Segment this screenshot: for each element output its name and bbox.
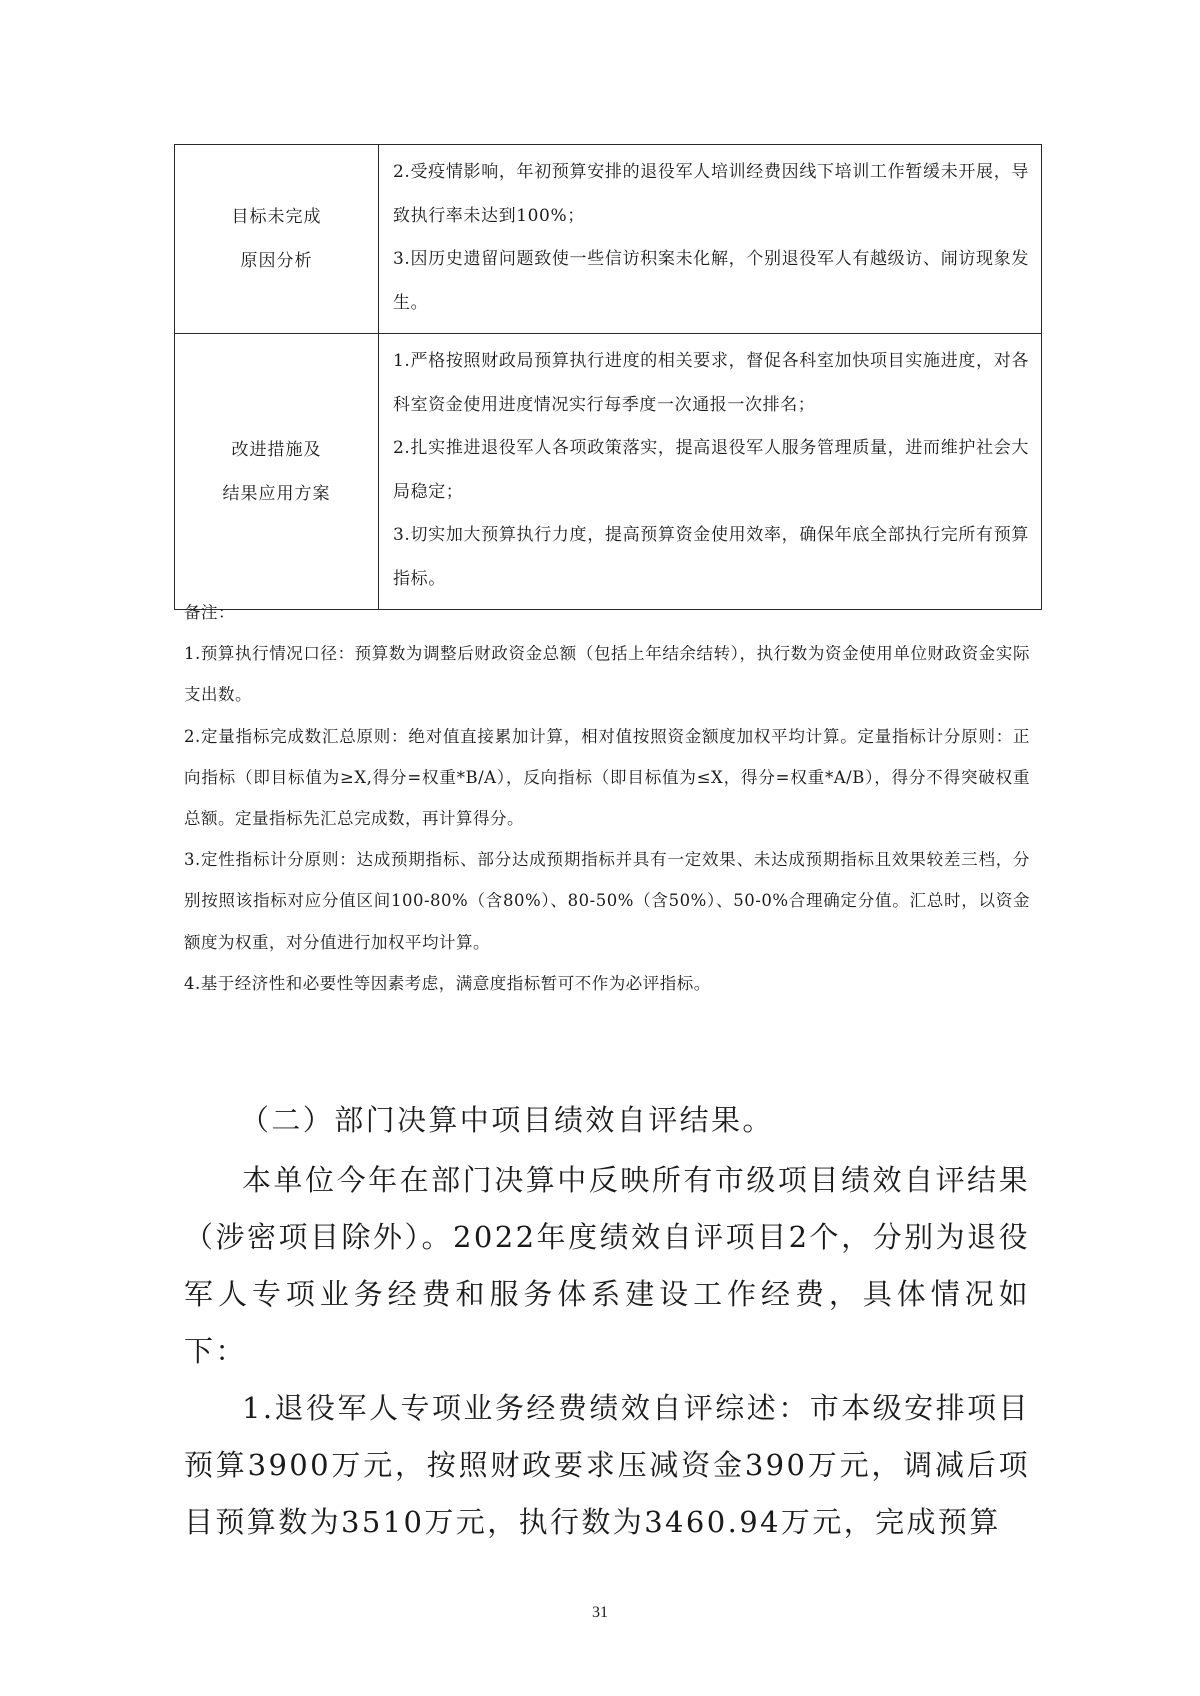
- note-item: 3.定性指标计分原则：达成预期指标、部分达成预期指标并具有一定效果、未达成预期指标且效果较差三档，分别按照该指标对应分值区间100-80%（含80%）、80-50%（含50%）、50-0%合理确定分值。汇总时，以资金额度为权重，对分值进行加权平均计算。: [184, 850, 1030, 952]
- body-paragraph: 本单位今年在部门决算中反映所有市级项目绩效自评结果（涉密项目除外）。2022年度绩效自评项目2个，分别为退役军人专项业务经费和服务体系建设工作经费，具体情况如下：: [184, 1163, 1030, 1368]
- row-label-cell: [175, 334, 379, 610]
- row-label-cell: [175, 145, 379, 334]
- self-evaluation-section: [184, 1092, 1030, 1551]
- note-item: 1.预算执行情况口径：预算数为调整后财政资金总额（包括上年结余结转），执行数为资金使用单位财政资金实际支出数。: [184, 644, 1030, 705]
- table-row: [175, 334, 1042, 610]
- note-item: 2.定量指标完成数汇总原则：绝对值直接累加计算，相对值按照资金额度加权平均计算。定量指标计分原则：正向指标（即目标值为≥X,得分=权重*B/A），反向指标（即目标值为≤X，得分=权重*A/B），得分不得突破权重总额。定量指标先汇总完成数，再计算得分。: [184, 726, 1030, 829]
- content-item: 1.严格按照财政局预算执行进度的相关要求，督促各科室加快项目实施进度，对各科室资金使用进度情况实行每季度一次通报一次排名；: [393, 351, 1029, 415]
- row-content-cell: [379, 145, 1042, 334]
- performance-table: [174, 144, 1042, 610]
- page-number: 31: [592, 1604, 608, 1621]
- row-label-line: 结果应用方案: [222, 483, 331, 504]
- row-content-cell: [379, 334, 1042, 610]
- content-item: 3.切实加大预算执行力度，提高预算资金使用效率，确保年底全部执行完所有预算指标。: [393, 525, 1029, 589]
- table-row: [175, 145, 1042, 334]
- note-item: 4.基于经济性和必要性等因素考虑，满意度指标暂可不作为必评指标。: [184, 973, 711, 993]
- section-heading: （二）部门决算中项目绩效自评结果。: [240, 1103, 774, 1137]
- content-item: 2.受疫情影响，年初预算安排的退役军人培训经费因线下培训工作暂缓未开展，导致执行率未达到100%；: [393, 162, 1029, 226]
- notes-heading: 备注：: [184, 603, 235, 622]
- notes-block: [184, 592, 1030, 1004]
- row-label-line: 改进措施及: [231, 439, 322, 460]
- row-label-line: 原因分析: [240, 251, 313, 271]
- content-item: 3.因历史遗留问题致使一些信访积案未化解，个别退役军人有越级访、闹访现象发生。: [393, 249, 1029, 313]
- row-label-line: 目标未完成: [231, 207, 322, 227]
- content-item: 2.扎实推进退役军人各项政策落实，提高退役军人服务管理质量，进而维护社会大局稳定；: [393, 438, 1029, 502]
- body-paragraph: 1.退役军人专项业务经费绩效自评综述：市本级安排项目预算3900万元，按照财政要求压减资金390万元，调减后项目预算数为3510万元，执行数为3460.94万元，完成预算: [184, 1391, 1030, 1539]
